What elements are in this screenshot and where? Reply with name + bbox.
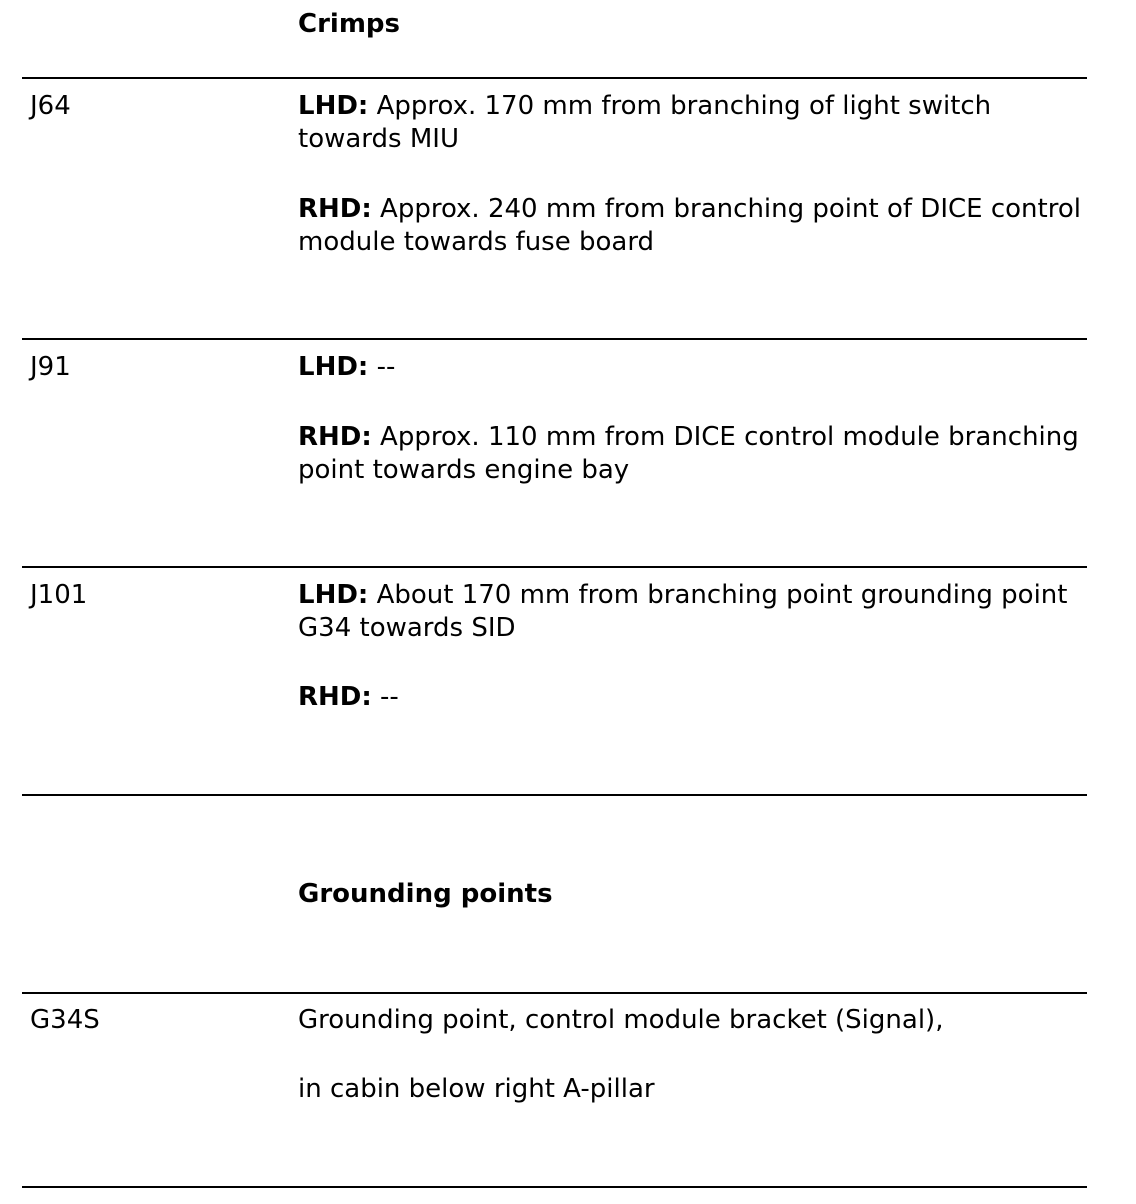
rhd-label: RHD: [298,194,372,224]
lhd-text: Approx. 170 mm from branching of light switch towards MIU [298,91,992,154]
lhd-text: About 170 mm from branching point grounding point G34 towards SID [298,580,1068,643]
divider [22,566,1087,568]
lhd-label: LHD: [298,91,369,121]
row-code-j101: J101 [30,580,88,610]
row-j64-rhd [298,193,1088,259]
row-j101-lhd [298,579,1088,645]
rhd-text: -- [371,682,399,712]
row-code-j91: J91 [30,352,71,382]
divider [22,1186,1087,1188]
divider [22,794,1087,796]
rhd-text: Approx. 240 mm from branching point of DICE control module towards fuse board [298,194,1081,257]
rhd-text: Approx. 110 mm from DICE control module branching point towards engine bay [298,422,1079,485]
rhd-label: RHD: [298,682,372,712]
row-code-g34s: G34S [30,1005,100,1035]
lhd-text: -- [368,352,396,382]
row-g34s-line2: in cabin below right A-pillar [298,1074,655,1104]
rhd-label: RHD: [298,422,372,452]
crimps-heading: Crimps [298,9,400,39]
lhd-label: LHD: [298,352,369,382]
divider [22,992,1087,994]
row-code-j64: J64 [30,91,71,121]
row-j91-rhd [298,421,1088,487]
row-j101-rhd [298,681,1088,714]
row-g34s-line1: Grounding point, control module bracket (Signal), [298,1005,944,1035]
divider [22,77,1087,79]
divider [22,338,1087,340]
row-j91-lhd [298,351,1088,384]
grounding-heading: Grounding points [298,879,553,909]
lhd-label: LHD: [298,580,369,610]
row-j64-lhd [298,90,1088,156]
